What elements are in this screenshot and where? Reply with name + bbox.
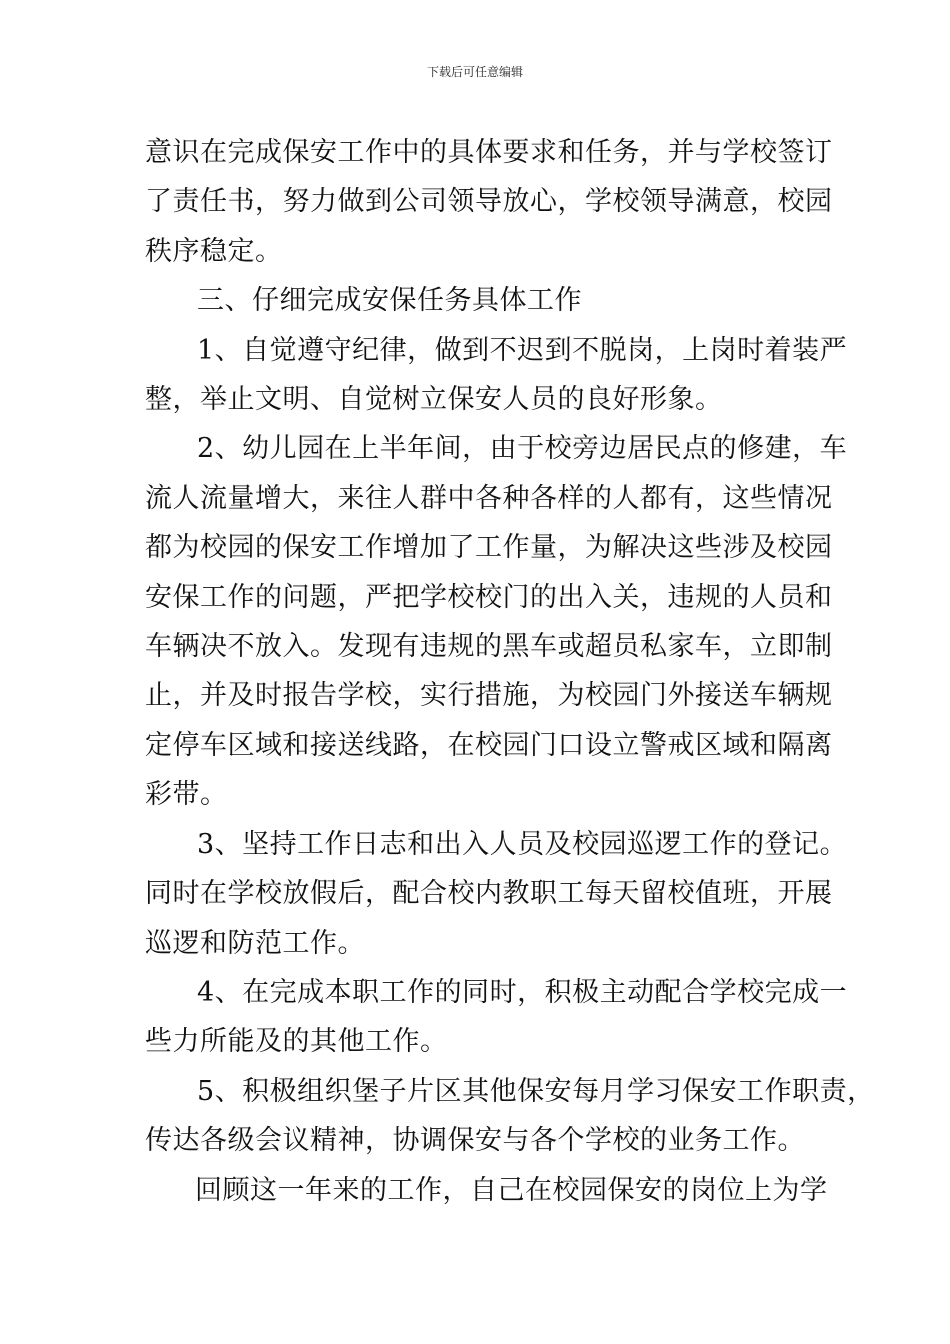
text-line: 传达各级会议精神，协调保安与各个学校的业务工作。 [145, 1125, 805, 1157]
text-line: 车辆决不放入。发现有违规的黑车或超员私家车，立即制 [145, 631, 833, 663]
text-line: 秩序稳定。 [145, 235, 283, 267]
text-line: 些力所能及的其他工作。 [145, 1026, 448, 1058]
text-line: 同时在学校放假后，配合校内教职工每天留校值班，开展 [145, 878, 833, 910]
text-line: 流人流量增大，来往人群中各种各样的人都有，这些情况 [145, 482, 833, 514]
section-heading: 三、仔细完成安保任务具体工作 [197, 285, 582, 317]
text-line: 彩带。 [145, 779, 228, 811]
text-line: 5、积极组织堡子片区其他保安每月学习保安工作职责， [197, 1075, 875, 1107]
text-line: 2、幼儿园在上半年间，由于校旁边居民点的修建，车 [197, 433, 848, 465]
text-line: 止，并及时报告学校，实行措施，为校园门外接送车辆规 [145, 680, 833, 712]
text-line: 3、坚持工作日志和出入人员及校园巡逻工作的登记。 [197, 828, 848, 860]
text-line: 巡逻和防范工作。 [145, 927, 365, 959]
text-line: 了责任书，努力做到公司领导放心，学校领导满意，校园 [145, 186, 833, 218]
text-line: 1、自觉遵守纪律，做到不迟到不脱岗，上岗时着装严 [197, 334, 848, 366]
text-line: 回顾这一年来的工作，自己在校园保安的岗位上为学 [195, 1174, 828, 1206]
text-line: 都为校园的保安工作增加了工作量，为解决这些涉及校园 [145, 532, 833, 564]
text-line: 意识在完成保安工作中的具体要求和任务，并与学校签订 [145, 137, 833, 168]
text-line: 整，举止文明、自觉树立保安人员的良好形象。 [145, 384, 723, 416]
text-line: 4、在完成本职工作的同时，积极主动配合学校完成一 [197, 976, 848, 1008]
document-body [145, 128, 875, 1215]
text-line: 定停车区域和接送线路，在校园门口设立警戒区域和隔离 [145, 729, 833, 761]
text-line: 安保工作的问题，严把学校校门的出入关，违规的人员和 [145, 581, 833, 613]
page-header: 下载后可任意编辑 [426, 65, 523, 79]
